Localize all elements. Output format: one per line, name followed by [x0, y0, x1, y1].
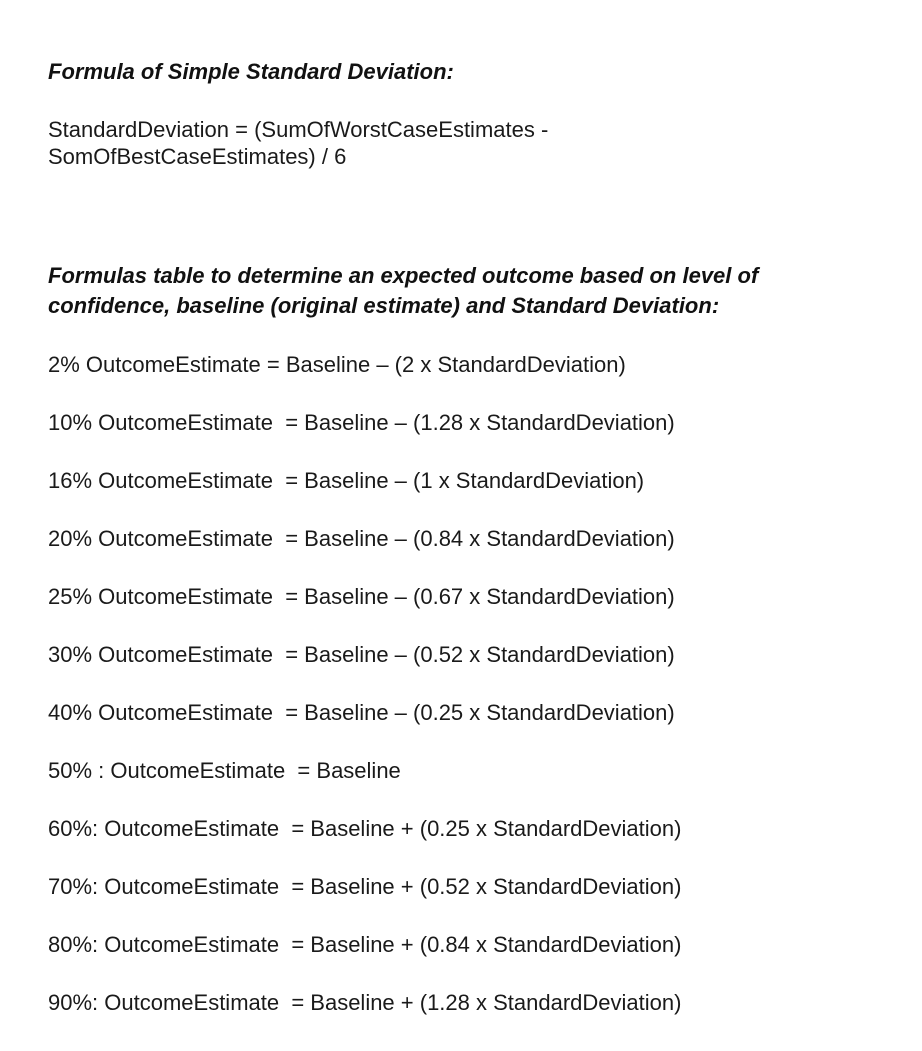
- outcome-formula-row: 2% OutcomeEstimate = Baseline – (2 x StandardDeviation): [48, 352, 626, 377]
- outcome-formula-row: 50% : OutcomeEstimate = Baseline: [48, 758, 401, 783]
- outcome-formula-row: 25% OutcomeEstimate = Baseline – (0.67 x StandardDeviation): [48, 584, 675, 609]
- simple-sd-formula-line-2: SomOfBestCaseEstimates) / 6: [48, 144, 347, 169]
- outcome-formula-row: 70%: OutcomeEstimate = Baseline + (0.52 x StandardDeviation): [48, 874, 682, 899]
- outcome-formula-row: 30% OutcomeEstimate = Baseline – (0.52 x StandardDeviation): [48, 642, 675, 667]
- outcome-formula-row: 80%: OutcomeEstimate = Baseline + (0.84 x StandardDeviation): [48, 932, 682, 957]
- outcome-formula-row: 20% OutcomeEstimate = Baseline – (0.84 x StandardDeviation): [48, 526, 675, 551]
- simple-sd-heading: Formula of Simple Standard Deviation:: [48, 59, 454, 84]
- outcome-formula-row: 60%: OutcomeEstimate = Baseline + (0.25 x StandardDeviation): [48, 816, 682, 841]
- outcome-formula-row: 16% OutcomeEstimate = Baseline – (1 x StandardDeviation): [48, 468, 645, 493]
- outcome-table-heading: [48, 261, 918, 321]
- outcome-formula-row: 10% OutcomeEstimate = Baseline – (1.28 x StandardDeviation): [48, 410, 675, 435]
- simple-sd-formula-line-1: StandardDeviation = (SumOfWorstCaseEstimates -: [48, 117, 549, 142]
- outcome-formula-row: 90%: OutcomeEstimate = Baseline + (1.28 x StandardDeviation): [48, 990, 682, 1015]
- outcome-formula-list: [48, 351, 681, 1047]
- outcome-table-heading-line-1: Formulas table to determine an expected outcome based on level of: [48, 263, 759, 288]
- outcome-formula-row: 40% OutcomeEstimate = Baseline – (0.25 x StandardDeviation): [48, 700, 675, 725]
- simple-sd-formula: [48, 116, 548, 170]
- outcome-table-heading-line-2: confidence, baseline (original estimate) and Standard Deviation:: [48, 293, 720, 318]
